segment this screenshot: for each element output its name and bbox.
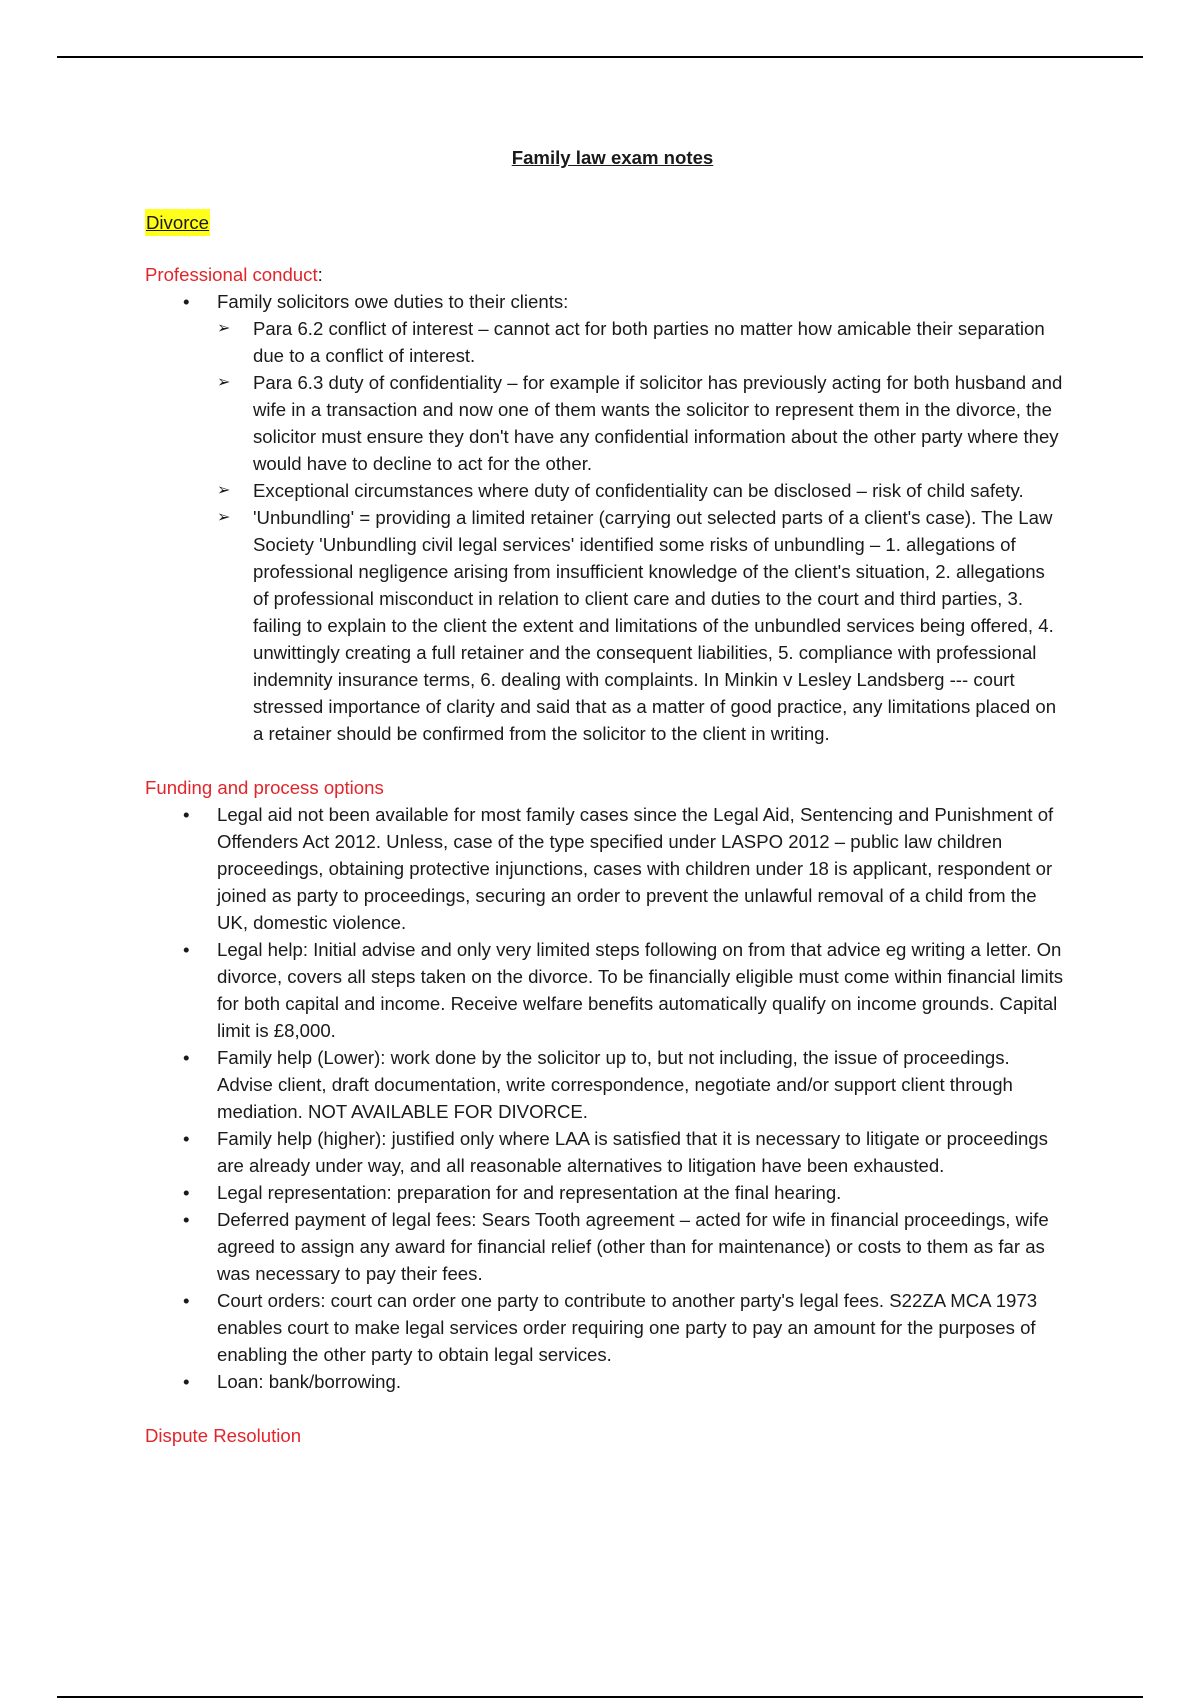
list-item: • Family help (Lower): work done by the solicitor up to, but not including, the issue of proceedings. Advise client, draft documentation, write correspondence, negotiate and/or support client through mediation. NOT AVAILABLE FOR DIVORCE. (217, 1044, 1065, 1125)
list-item: • Legal aid not been available for most family cases since the Legal Aid, Sentencing and Punishment of Offenders Act 2012. Unless, case of the type specified under LASPO 2012 – public law children proceedings, obtaining protective injunctions, cases with children under 18 is applicant, respondent or joined as party to proceedings, securing an order to prevent the unlawful removal of a child from the UK, domestic violence. (217, 801, 1065, 936)
list-item: • Legal help: Initial advise and only very limited steps following on from that advice eg writing a letter. On divorce, covers all steps taken on the divorce. To be financially eligible must come within financial limits for both capital and income. Receive welfare benefits automatically qualify on income grounds. Capital limit is £8,000. (217, 936, 1065, 1044)
document-page (145, 144, 1065, 1449)
top-border-line (57, 56, 1143, 58)
heading-colon: : (317, 264, 323, 285)
list-item: • Family help (higher): justified only where LAA is satisfied that it is necessary to litigate or proceedings are already under way, and all reasonable alternatives to litigation have been exhausted. (217, 1125, 1065, 1179)
list-item: ➢ Para 6.2 conflict of interest – cannot act for both parties no matter how amicable their separation due to a conflict of interest. (253, 315, 1065, 369)
list-item: • Legal representation: preparation for and representation at the final hearing. (217, 1179, 1065, 1206)
professional-conduct-heading-text: Professional conduct (145, 264, 318, 285)
bottom-border-line (57, 1696, 1143, 1698)
list-item: • Deferred payment of legal fees: Sears Tooth agreement – acted for wife in financial proceedings, wife agreed to assign any award for financial relief (other than for maintenance) or costs to them as far as was necessary to pay their fees. (217, 1206, 1065, 1287)
list-item: ➢ 'Unbundling' = providing a limited retainer (carrying out selected parts of a client's case). The Law Society 'Unbundling civil legal services' identified some risks of unbundling – 1. allegations of professional negligence arising from insufficient knowledge of the client's situation, 2. allegations of professional misconduct in relation to client care and duties to the court and third parties, 3. failing to explain to the client the extent and limitations of the unbundled services being offered, 4. unwittingly creating a full retainer and the consequent liabilities, 5. compliance with professional indemnity insurance terms, 6. dealing with complaints. In Minkin v Lesley Landsberg --- court stressed importance of clarity and said that as a matter of good practice, any limitations placed on a retainer should be confirmed from the solicitor to the client in writing. (253, 504, 1065, 747)
duties-intro: Family solicitors owe duties to their clients: (217, 291, 569, 312)
dispute-resolution-heading: Dispute Resolution (145, 1425, 302, 1446)
list-item: ➢ Exceptional circumstances where duty of confidentiality can be disclosed – risk of child safety. (253, 477, 1065, 504)
list-item: • Loan: bank/borrowing. (217, 1368, 1065, 1395)
duties-sublist (217, 315, 1065, 747)
funding-heading: Funding and process options (145, 777, 384, 798)
funding-list (145, 801, 1065, 1395)
professional-conduct-heading (145, 261, 1065, 288)
document-title: Family law exam notes (511, 147, 714, 168)
list-item (217, 288, 1065, 747)
divorce-heading: Divorce (145, 209, 210, 236)
professional-conduct-list (145, 288, 1065, 747)
list-item: ➢ Para 6.3 duty of confidentiality – for example if solicitor has previously acting for both husband and wife in a transaction and now one of them wants the solicitor to represent them in the divorce, the solicitor must ensure they don't have any confidential information about the other party where they would have to decline to act for the other. (253, 369, 1065, 477)
list-item: • Court orders: court can order one party to contribute to another party's legal fees. S22ZA MCA 1973 enables court to make legal services order requiring one party to pay an amount for the purposes of enabling the other party to obtain legal services. (217, 1287, 1065, 1368)
